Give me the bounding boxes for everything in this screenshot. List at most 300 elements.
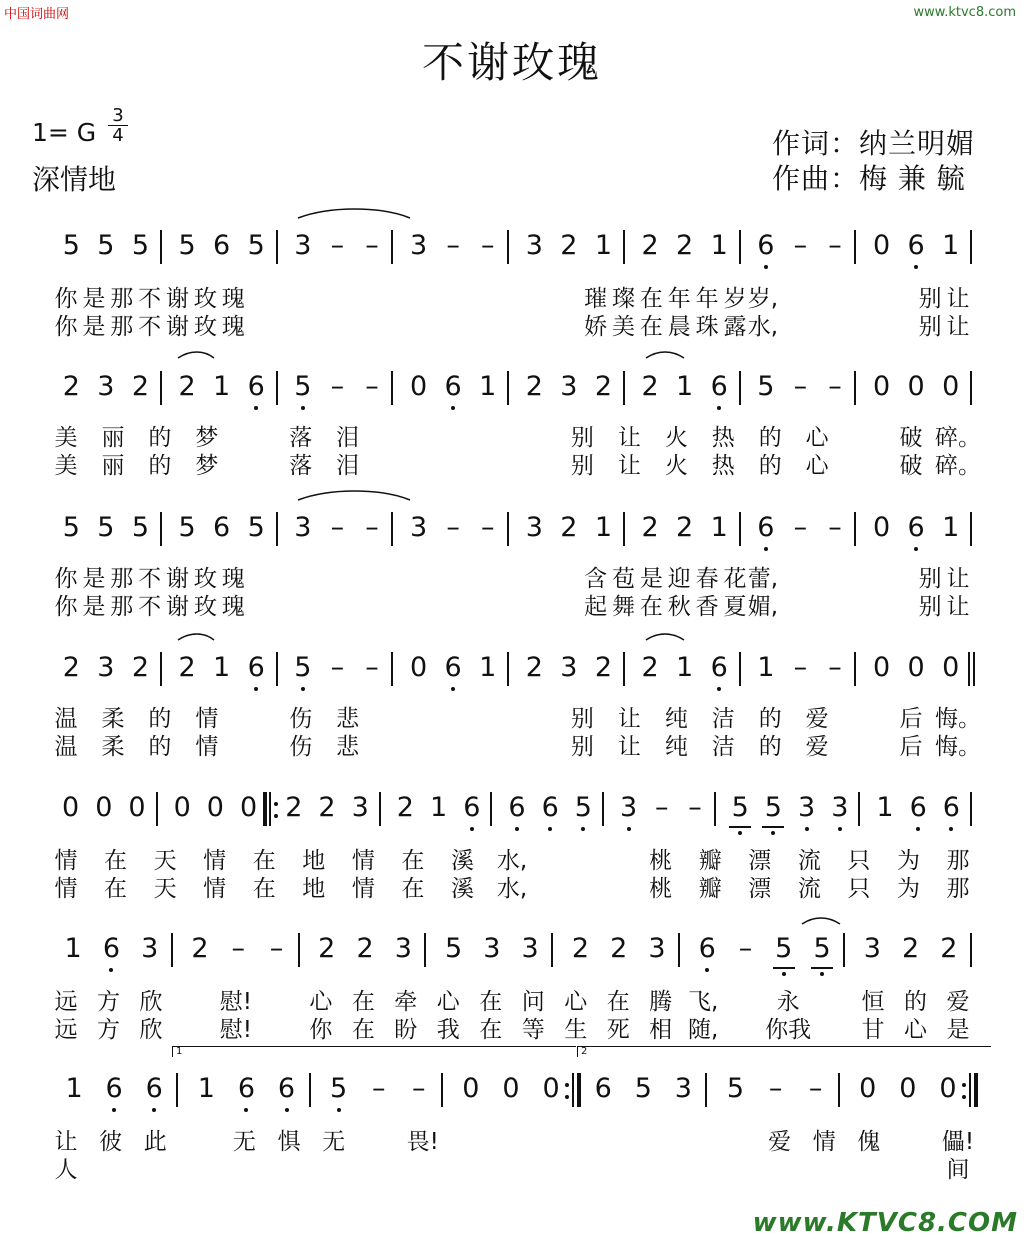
lyric-syllable: 是: [82, 594, 106, 620]
lyric-syllable: 的: [148, 453, 172, 479]
note: 0: [872, 512, 891, 543]
lyric-syllable: 柔: [101, 706, 125, 732]
note: 3: [674, 1073, 692, 1104]
lyric-syllable: 随,: [687, 1017, 719, 1043]
lyric-syllable: 的: [148, 734, 172, 760]
note: 2: [62, 371, 80, 402]
note: 1: [757, 652, 775, 683]
note: 5: [761, 790, 785, 826]
lyric-syllable: 破: [899, 425, 923, 451]
lyric-syllable: 别: [570, 425, 594, 451]
note: 6: [939, 790, 963, 826]
note: 6: [244, 650, 268, 686]
lyric-syllable: 水,: [496, 848, 528, 874]
note: 3: [560, 652, 578, 683]
slur: [298, 209, 410, 218]
lyric-syllable: 爱: [946, 989, 970, 1015]
lyric-syllable: 心: [805, 453, 829, 479]
lyric-syllable: 傀: [857, 1129, 881, 1155]
lyric-syllable: 在: [639, 286, 663, 312]
note: 5: [291, 650, 315, 686]
lyric-syllable: 间: [946, 1157, 970, 1183]
composer-credit: 作曲：梅 兼 毓: [772, 162, 966, 195]
lyric-syllable: 漂: [748, 848, 772, 874]
lyric-syllable: 秋: [667, 594, 691, 620]
lyric-syllable: 年: [695, 286, 719, 312]
lyric-syllable: 夏: [723, 594, 747, 620]
lyric-syllable: 让: [946, 314, 970, 340]
note: 3: [795, 790, 819, 826]
note: 6: [538, 790, 562, 826]
dash-extension: –: [330, 230, 345, 261]
note: 6: [102, 1071, 126, 1107]
lyric-syllable: 悲: [336, 706, 360, 732]
note: 3: [525, 512, 543, 543]
note: 1: [710, 230, 728, 261]
lyric-syllable: 你: [54, 286, 78, 312]
note: 3: [294, 512, 312, 543]
dash-extension: –: [793, 371, 808, 402]
lyric-syllable: 情: [351, 876, 375, 902]
note: 5: [634, 1073, 652, 1104]
lyric-syllable: 不: [138, 314, 162, 340]
note: 6: [99, 931, 123, 967]
note: 1: [197, 1073, 215, 1104]
note: 2: [191, 933, 209, 964]
lyric-syllable: 甘: [861, 1017, 885, 1043]
lyric-syllable: 别: [570, 453, 594, 479]
lyric-syllable: 春: [695, 566, 719, 592]
lyric-syllable: 只: [847, 848, 871, 874]
lyric-syllable: 在: [606, 989, 630, 1015]
lyric-syllable: 别: [918, 566, 942, 592]
note: 3: [394, 933, 412, 964]
lyric-syllable: 情: [54, 848, 78, 874]
lyric-syllable: 是: [82, 566, 106, 592]
lyric-syllable: 玫: [193, 594, 217, 620]
lyric-syllable: 让: [946, 286, 970, 312]
note: 6: [505, 790, 529, 826]
lyric-syllable: 爱: [805, 734, 829, 760]
note: 2: [131, 652, 150, 683]
lyric-syllable: 是: [82, 314, 106, 340]
lyric-syllable: 情: [203, 876, 227, 902]
lyric-syllable: 的: [148, 425, 172, 451]
lyric-syllable: 纯: [664, 706, 688, 732]
note: 2: [594, 371, 613, 402]
note: 2: [560, 230, 578, 261]
lyric-syllable: 儡!: [941, 1129, 975, 1155]
note: 3: [521, 933, 539, 964]
note: 0: [502, 1073, 520, 1104]
lyric-syllable: 悔。: [935, 706, 981, 732]
lyric-syllable: 你: [54, 314, 78, 340]
note: 5: [726, 1073, 745, 1104]
lyric-syllable: 在: [401, 876, 425, 902]
note: 1: [213, 652, 231, 683]
note: 2: [525, 652, 543, 683]
lyric-syllable: 后: [899, 734, 923, 760]
note: 5: [757, 371, 775, 402]
note: 6: [707, 650, 731, 686]
note: 2: [571, 933, 589, 964]
lyric-syllable: 心: [436, 989, 460, 1015]
lyric-syllable: 心: [309, 989, 333, 1015]
lyric-syllable: 瑰: [221, 594, 245, 620]
note: 5: [772, 931, 796, 967]
lyric-syllable: 无: [322, 1129, 346, 1155]
note: 5: [178, 230, 196, 261]
note: 5: [97, 512, 115, 543]
note: 3: [863, 933, 881, 964]
lyric-syllable: 后: [899, 706, 923, 732]
lyric-syllable: 情: [203, 848, 227, 874]
note: 5: [327, 1071, 351, 1107]
tempo-marking: 深情地: [32, 163, 117, 196]
note: 6: [441, 369, 465, 405]
note: 2: [560, 512, 578, 543]
lyric-syllable: 那: [946, 876, 970, 902]
note: 2: [131, 371, 150, 402]
note: 3: [409, 512, 428, 543]
dash-extension: –: [793, 512, 808, 543]
lyric-syllable: 丽: [101, 453, 125, 479]
lyric-syllable: 含: [584, 566, 608, 592]
lyric-syllable: 欣: [139, 989, 163, 1015]
note: 1: [430, 792, 448, 823]
note: 1: [479, 652, 497, 683]
lyric-syllable: 情: [812, 1129, 836, 1155]
lyric-syllable: 别: [918, 594, 942, 620]
lyric-syllable: 天: [153, 876, 177, 902]
lyric-syllable: 的: [904, 989, 928, 1015]
note: 2: [178, 652, 196, 683]
lyric-syllable: 为: [896, 876, 920, 902]
lyric-syllable: 那: [110, 594, 134, 620]
lyric-syllable: 璨: [612, 286, 635, 312]
lyric-syllable: 谢: [166, 594, 189, 620]
dash-extension: –: [330, 512, 345, 543]
note: 5: [247, 512, 265, 543]
dash-extension: –: [365, 230, 379, 261]
key-signature: 1= G: [32, 118, 97, 147]
note: 5: [291, 369, 315, 405]
lyric-syllable: 别: [570, 734, 594, 760]
note: 0: [409, 371, 428, 402]
note: 3: [617, 790, 641, 826]
note: 2: [676, 512, 694, 543]
lyric-syllable: 让: [617, 425, 641, 451]
note: 0: [907, 652, 925, 683]
note: 1: [676, 652, 694, 683]
lyric-syllable: 溪: [450, 876, 474, 902]
time-signature-top: 3: [108, 106, 128, 126]
note: 0: [872, 371, 891, 402]
note: 3: [294, 230, 312, 261]
note: 6: [213, 230, 231, 261]
lyric-syllable: 年: [667, 286, 691, 312]
lyric-syllable: 娇: [584, 314, 608, 340]
note: 2: [396, 792, 414, 823]
lyric-syllable: 洁: [711, 734, 735, 760]
note: 2: [356, 933, 374, 964]
lyric-syllable: 玫: [193, 286, 217, 312]
lyric-syllable: 你我: [765, 1017, 812, 1043]
note: 0: [95, 792, 113, 823]
note: 3: [483, 933, 501, 964]
lyric-syllable: 谢: [166, 566, 189, 592]
dash-extension: –: [269, 933, 284, 964]
lyric-syllable: 在: [479, 1017, 503, 1043]
site-url-right[interactable]: www.ktvc8.com: [913, 5, 1016, 20]
note: 2: [525, 371, 543, 402]
lyric-syllable: 无: [232, 1129, 256, 1155]
lyric-syllable: 的: [758, 706, 782, 732]
lyric-syllable: 你: [309, 1017, 333, 1043]
note: 5: [131, 230, 150, 261]
lyric-syllable: 慰!: [219, 1017, 252, 1043]
note: 0: [872, 652, 891, 683]
lyric-syllable: 在: [252, 848, 276, 874]
note: 2: [676, 230, 694, 261]
lyricist-credit: 作词：纳兰明媚: [772, 127, 976, 160]
lyric-syllable: 畏!: [406, 1129, 439, 1155]
lyric-syllable: 悔。: [935, 734, 981, 760]
dash-extension: –: [330, 652, 345, 683]
note: 6: [906, 790, 930, 826]
dash-extension: –: [828, 230, 842, 261]
slur: [178, 352, 214, 358]
lyric-syllable: 慰!: [219, 989, 252, 1015]
note: 3: [351, 792, 369, 823]
lyric-syllable: 让: [617, 453, 641, 479]
note: 1: [64, 933, 82, 964]
lyric-syllable: 相: [649, 1017, 673, 1043]
lyric-syllable: 瑰: [221, 566, 245, 592]
note: 0: [409, 652, 428, 683]
slur: [646, 634, 684, 640]
dash-extension: –: [828, 512, 842, 543]
lyric-syllable: 让: [617, 706, 641, 732]
lyric-syllable: 苞: [612, 566, 635, 592]
lyric-syllable: 那: [110, 566, 134, 592]
note: 6: [275, 1071, 299, 1107]
note: 2: [318, 792, 336, 823]
note: 6: [904, 510, 928, 546]
lyric-syllable: 地: [302, 848, 326, 874]
lyric-syllable: 飞,: [687, 989, 719, 1015]
lyric-syllable: 火: [664, 425, 688, 451]
lyric-syllable: 只: [847, 876, 871, 902]
dash-extension: –: [828, 371, 842, 402]
note: 3: [828, 790, 852, 826]
lyric-syllable: 美: [54, 453, 78, 479]
dash-extension: –: [480, 230, 495, 261]
lyric-syllable: 那: [110, 286, 134, 312]
lyric-syllable: 落: [289, 425, 313, 451]
dash-extension: –: [655, 792, 669, 823]
note: 6: [213, 512, 231, 543]
lyric-syllable: 心: [904, 1017, 928, 1043]
note: 1: [594, 512, 613, 543]
note: 6: [441, 650, 465, 686]
lyric-syllable: 在: [104, 848, 128, 874]
volta-second: 2: [577, 1046, 991, 1057]
lyric-syllable: 在: [479, 989, 503, 1015]
lyric-syllable: 在: [639, 314, 663, 340]
lyric-syllable: 那: [946, 848, 970, 874]
lyric-syllable: 远: [54, 989, 78, 1015]
lyric-syllable: 泪: [336, 425, 360, 451]
lyric-syllable: 腾: [649, 989, 673, 1015]
note: 3: [97, 652, 115, 683]
lyric-syllable: 远: [54, 1017, 78, 1043]
lyric-syllable: 流: [797, 876, 821, 902]
note: 6: [460, 790, 484, 826]
note: 0: [859, 1073, 877, 1104]
dash-extension: –: [446, 512, 460, 543]
lyric-syllable: 的: [758, 453, 782, 479]
lyric-syllable: 爱: [768, 1129, 792, 1155]
note: 0: [942, 371, 960, 402]
lyric-syllable: 晨: [667, 314, 691, 340]
note: 0: [542, 1073, 560, 1104]
lyric-syllable: 迎: [667, 566, 691, 592]
dash-extension: –: [231, 933, 245, 964]
watermark: www.KTVC8.COM: [752, 1208, 1018, 1238]
lyric-syllable: 温: [54, 706, 78, 732]
lyric-syllable: 瑰: [221, 314, 245, 340]
lyric-syllable: 心: [564, 989, 588, 1015]
note: 5: [247, 230, 265, 261]
lyric-syllable: 花: [723, 566, 747, 592]
note: 6: [904, 228, 928, 264]
lyric-syllable: 岁,: [747, 286, 779, 312]
lyric-syllable: 的: [148, 706, 172, 732]
lyric-syllable: 破: [899, 453, 923, 479]
lyric-syllable: 让: [946, 594, 970, 620]
note: 1: [710, 512, 728, 543]
lyric-syllable: 蕾,: [747, 566, 779, 592]
note: 0: [899, 1073, 917, 1104]
lyric-syllable: 让: [946, 566, 970, 592]
note: 0: [206, 792, 224, 823]
note: 2: [610, 933, 628, 964]
lyric-syllable: 恒: [861, 989, 885, 1015]
lyric-syllable: 爱: [805, 706, 829, 732]
lyric-syllable: 心: [805, 425, 829, 451]
note: 0: [942, 652, 960, 683]
lyric-syllable: 别: [918, 314, 942, 340]
lyric-syllable: 让: [54, 1129, 78, 1155]
lyric-syllable: 情: [54, 876, 78, 902]
dash-extension: –: [738, 933, 753, 964]
note: 3: [409, 230, 428, 261]
lyric-syllable: 璀: [584, 286, 608, 312]
lyric-syllable: 舞: [612, 594, 635, 620]
note: 5: [810, 931, 834, 967]
note: 0: [240, 792, 258, 823]
note: 6: [594, 1073, 612, 1104]
note: 1: [876, 792, 894, 823]
lyric-syllable: 热: [711, 425, 735, 451]
lyric-syllable: 情: [195, 734, 219, 760]
slur: [298, 491, 410, 500]
note: 2: [594, 652, 613, 683]
note: 1: [65, 1073, 83, 1104]
note: 2: [62, 652, 80, 683]
note: 6: [754, 510, 778, 546]
lyric-syllable: 人: [54, 1157, 78, 1183]
lyric-syllable: 不: [138, 566, 162, 592]
lyric-syllable: 别: [570, 706, 594, 732]
lyric-syllable: 悲: [336, 734, 360, 760]
lyric-syllable: 天: [153, 848, 177, 874]
lyric-syllable: 谢: [166, 314, 189, 340]
lyric-syllable: 是: [946, 1017, 970, 1043]
lyric-syllable: 火: [664, 453, 688, 479]
lyric-syllable: 梦: [195, 453, 219, 479]
lyric-syllable: 梦: [195, 425, 219, 451]
lyric-syllable: 起: [584, 594, 608, 620]
lyric-syllable: 你: [54, 594, 78, 620]
lyric-syllable: 纯: [664, 734, 688, 760]
note: 2: [901, 933, 920, 964]
note: 6: [244, 369, 268, 405]
lyric-syllable: 盼: [394, 1017, 418, 1043]
note: 6: [234, 1071, 258, 1107]
dash-extension: –: [480, 512, 495, 543]
note: 0: [173, 792, 191, 823]
note: 2: [641, 230, 659, 261]
lyric-syllable: 柔: [101, 734, 125, 760]
lyric-syllable: 溪: [450, 848, 474, 874]
lyric-syllable: 别: [918, 286, 942, 312]
lyric-syllable: 落: [289, 453, 313, 479]
note: 6: [695, 931, 719, 967]
note: 0: [462, 1073, 480, 1104]
lyric-syllable: 在: [401, 848, 425, 874]
note: 5: [571, 790, 595, 826]
lyric-syllable: 伤: [289, 734, 313, 760]
note: 3: [525, 230, 543, 261]
dash-extension: –: [808, 1073, 823, 1104]
lyric-syllable: 是: [639, 566, 663, 592]
volta-first: 1: [172, 1046, 576, 1057]
lyric-syllable: 我: [436, 1017, 460, 1043]
lyric-syllable: 洁: [711, 706, 735, 732]
lyric-syllable: 伤: [289, 706, 313, 732]
lyric-syllable: 瓣: [698, 876, 722, 902]
lyric-syllable: 你: [54, 566, 78, 592]
note: 3: [648, 933, 666, 964]
note: 1: [479, 371, 497, 402]
lyric-syllable: 碎。: [935, 453, 981, 479]
note: 2: [178, 371, 196, 402]
note: 2: [641, 512, 659, 543]
lyric-syllable: 牵: [394, 989, 418, 1015]
lyric-syllable: 丽: [101, 425, 125, 451]
slur: [178, 634, 214, 640]
note: 1: [942, 230, 960, 261]
lyric-syllable: 玫: [193, 314, 217, 340]
note: 0: [128, 792, 146, 823]
lyric-syllable: 美: [612, 314, 635, 340]
dash-extension: –: [688, 792, 702, 823]
lyric-syllable: 漂: [748, 876, 772, 902]
lyric-syllable: 生: [564, 1017, 588, 1043]
dash-extension: –: [365, 512, 379, 543]
